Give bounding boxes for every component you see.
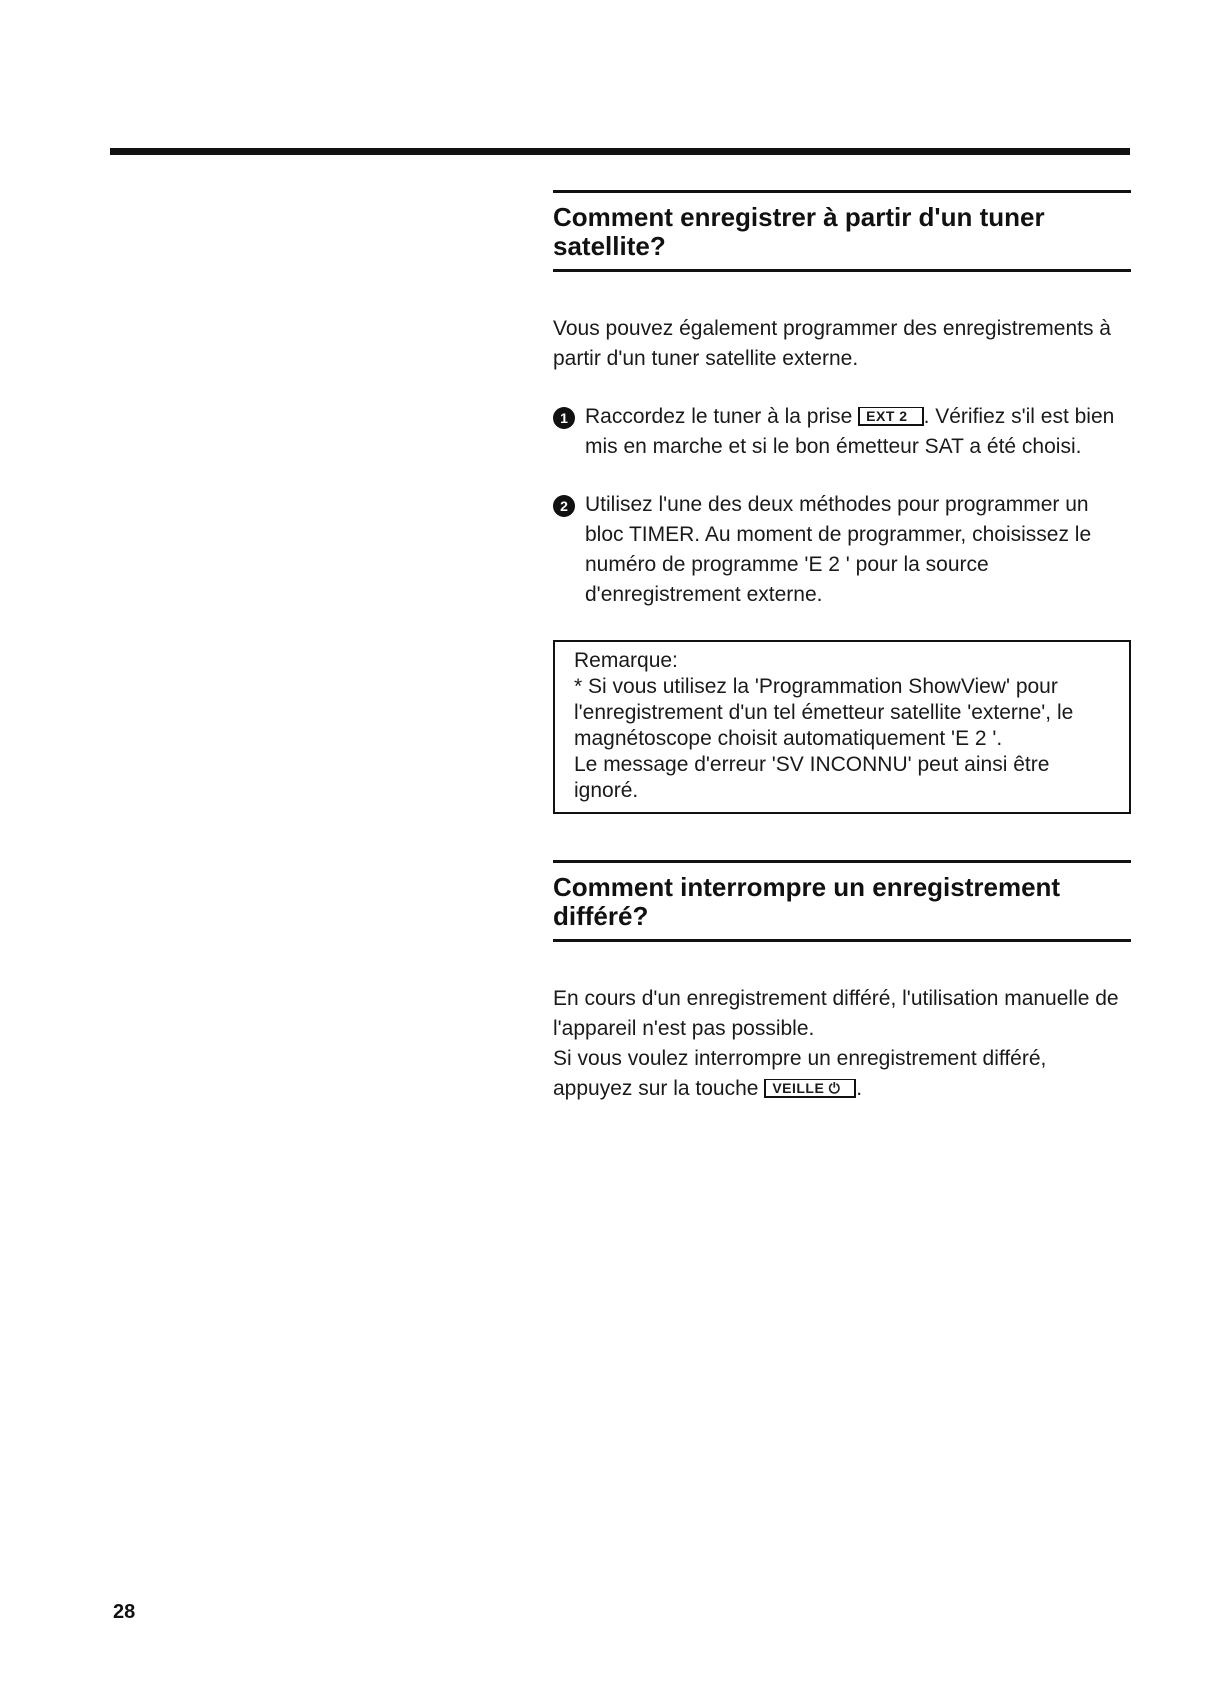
- step-1: [553, 402, 1131, 462]
- section-interrupt: [553, 860, 1131, 1104]
- note-line-2: Le message d'erreur 'SV INCONNU' peut ainsi être ignoré.: [574, 753, 1050, 802]
- step-1-text-after: . Vérifiez s'il est bien mis en marche et si le bon émetteur SAT a été choisi.: [585, 405, 1115, 458]
- step-1-text-before: Raccordez le tuner à la prise: [585, 405, 853, 428]
- step-2-marker: 2: [553, 495, 575, 517]
- top-rule: [110, 148, 1130, 155]
- section-satellite: [553, 190, 1131, 814]
- note-title: Remarque:: [574, 649, 678, 672]
- step-1-marker: 1: [553, 407, 575, 429]
- veille-key: VEILLE ⏻: [764, 1079, 856, 1098]
- content-column: [553, 190, 1131, 1104]
- section-heading-satellite: Comment enregistrer à partir d'un tuner satellite?: [553, 190, 1131, 272]
- note-box: [553, 640, 1131, 814]
- page-number: 28: [113, 1601, 136, 1623]
- ext2-key: EXT 2: [858, 407, 923, 426]
- interrupt-paragraph-2: [553, 1044, 1131, 1104]
- step-2: [553, 490, 1131, 610]
- interrupt-body: [553, 984, 1131, 1104]
- interrupt-paragraph-1: En cours d'un enregistrement différé, l'utilisation manuelle de l'appareil n'est pas possible.: [553, 987, 1119, 1040]
- section-heading-interrupt: Comment interrompre un enregistrement différé?: [553, 860, 1131, 942]
- intro-paragraph: Vous pouvez également programmer des enregistrements à partir d'un tuner satellite externe.: [553, 317, 1111, 370]
- interrupt-paragraph-2-end: .: [856, 1077, 863, 1100]
- note-line-1: * Si vous utilisez la 'Programmation ShowView' pour l'enregistrement d'un tel émetteur satellite 'externe', le magnétoscope choisit automatiquement 'E 2 '.: [574, 675, 1074, 750]
- step-2-text: Utilisez l'une des deux méthodes pour programmer un bloc TIMER. Au moment de programmer, choisissez le numéro de programme 'E 2 ' pour la source d'enregistrement externe.: [585, 493, 1092, 606]
- interrupt-paragraph-2-text: Si vous voulez interrompre un enregistrement différé, appuyez sur la touche: [553, 1047, 1047, 1100]
